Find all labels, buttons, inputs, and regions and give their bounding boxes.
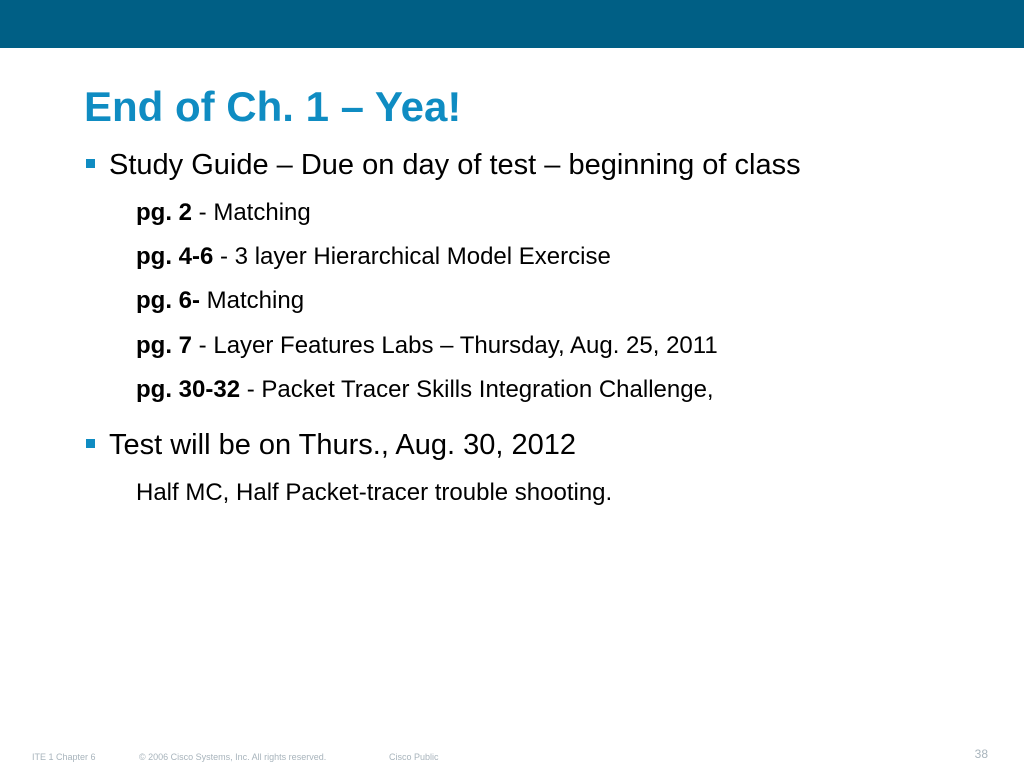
footer-chapter: ITE 1 Chapter 6 xyxy=(32,752,96,762)
sub-item-pg-4-6 xyxy=(136,245,611,269)
sub-item-pg-7 xyxy=(136,334,718,358)
bullet-item-test-date xyxy=(86,431,576,460)
header-band xyxy=(0,0,1024,48)
page-reference: pg. 7 xyxy=(136,332,193,359)
bullet-text: Study Guide – Due on day of test – beginning of class xyxy=(109,149,801,181)
square-bullet-icon xyxy=(86,439,95,448)
sub-item-pg-6 xyxy=(136,289,304,313)
page-reference: pg. 4-6 xyxy=(136,243,214,270)
bullet-text: Test will be on Thurs., Aug. 30, 2012 xyxy=(109,429,576,461)
page-number: 38 xyxy=(974,747,988,761)
footer-copyright: © 2006 Cisco Systems, Inc. All rights reserved. xyxy=(139,752,327,762)
sub-item-text: Matching xyxy=(200,287,305,314)
square-bullet-icon xyxy=(86,159,95,168)
sub-item-text: - Packet Tracer Skills Integration Challenge, xyxy=(240,376,714,403)
sub-item-pg-30-32 xyxy=(136,378,714,402)
page-reference: pg. 2 xyxy=(136,199,193,226)
bullet-item-study-guide xyxy=(86,151,801,180)
sub-item-text: - Matching xyxy=(192,199,311,226)
slide-title: End of Ch. 1 – Yea! xyxy=(84,83,462,130)
sub-item-text: Half MC, Half Packet-tracer trouble shooting. xyxy=(136,479,613,506)
page-reference: pg. 30-32 xyxy=(136,376,241,403)
sub-item-text: - Layer Features Labs – Thursday, Aug. 25, 2011 xyxy=(192,332,718,359)
page-reference: pg. 6- xyxy=(136,287,200,314)
footer-classification: Cisco Public xyxy=(389,752,439,762)
sub-item-pg-2 xyxy=(136,201,311,225)
sub-item-test-format xyxy=(136,481,612,505)
sub-item-text: - 3 layer Hierarchical Model Exercise xyxy=(213,243,611,270)
